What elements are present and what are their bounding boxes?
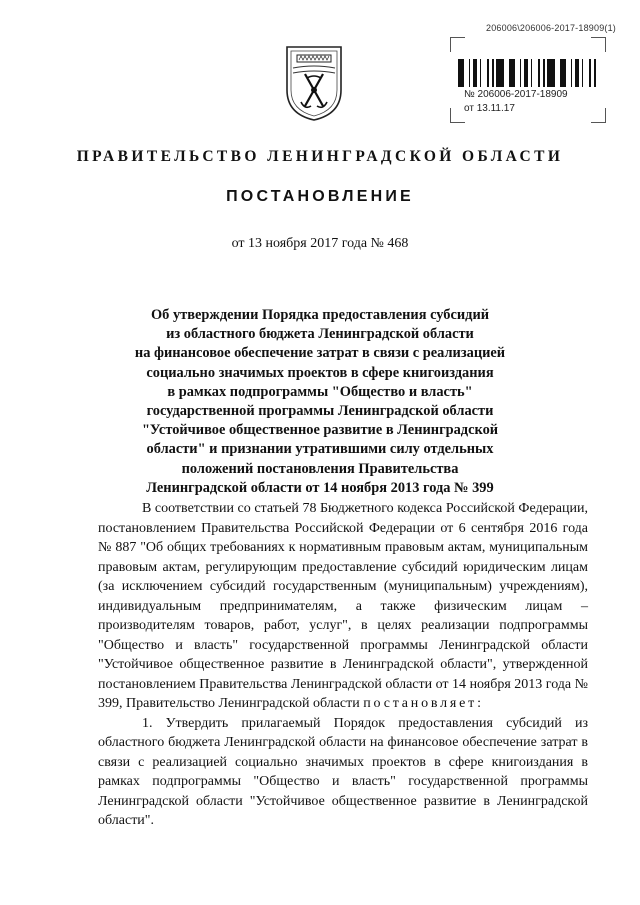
registration-code: 206006\206006-2017-18909(1) [486, 23, 617, 33]
title-line: Ленинградской области от 14 ноября 2013 года № 399 [146, 479, 494, 496]
government-heading: ПРАВИТЕЛЬСТВО ЛЕНИНГРАДСКОЙ ОБЛАСТИ [76, 148, 564, 165]
coat-of-arms-icon [283, 44, 345, 122]
document-date-number: от 13 ноября 2017 года № 468 [231, 236, 409, 251]
title-line: государственной программы Ленинградской области [146, 403, 494, 420]
barcode-icon [458, 59, 598, 87]
document-title [130, 306, 510, 498]
item-1-paragraph: 1. Утвердить прилагаемый Порядок предоставления субсидий из областного бюджета Ленинградской области на финансовое обеспечение затрат в связи с реализацией социально значимых проектов в сфере книгоиздания в рамках подпрограммы "Общество и власть" государственной программы Ленинградской области "Устойчивое общественное развитие в Ленинградской области". [98, 715, 588, 828]
title-line: Об утверждении Порядка предоставления субсидий [150, 307, 490, 323]
registration-stamp [450, 37, 606, 123]
document-body [98, 499, 588, 831]
document-type-heading: ПОСТАНОВЛЕНИЕ [226, 188, 414, 205]
preamble-paragraph [98, 499, 588, 714]
title-line: социально значимых проектов в сфере книгоиздания [146, 364, 494, 381]
preamble-text: В соответствии со статьей 78 Бюджетного кодекса Российской Федерации, постановлением Правительства Российской Федерации от 6 сентября 2016 года № 887 "Об общих требованиях к нормативным правовым актам, муниципальным правовым актам, регулирующим предоставление субсидий юридическим лицам (за исключением субсидий государственным (муниципальным) учреждениям), индивидуальным предпринимателям, а также физическим лицам – производителям товаров, работ, услуг", в целях реализации подпрограммы "Общество и власть" государственной программы Ленинградской области "Устойчивое общественное развитие в Ленинградской области", утвержденной постановлением Правительства Ленинградской области от 14 ноября 2013 года № 399, Правительство Ленинградской области [98, 501, 588, 711]
title-line: в рамках подпрограммы "Общество и власть" [167, 383, 473, 400]
title-line: на финансовое обеспечение затрат в связи с реализацией [134, 345, 506, 362]
resolves-word: постановляет: [363, 696, 484, 711]
title-line: из областного бюджета Ленинградской области [166, 326, 474, 343]
registration-date: от 13.11.17 [464, 103, 515, 114]
title-line: области" и признании утратившими силу отдельных [146, 441, 494, 458]
registration-number: № 206006-2017-18909 [464, 89, 568, 100]
title-line: положений постановления Правительства [181, 460, 459, 477]
title-line: "Устойчивое общественное развитие в Ленинградской [141, 422, 499, 439]
